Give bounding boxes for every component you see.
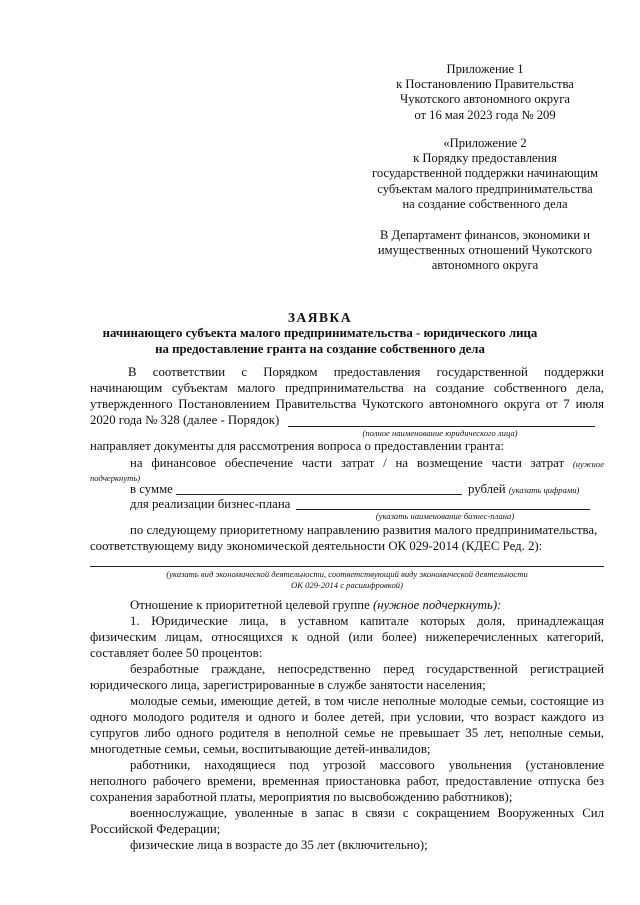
paragraph-line: 2020 года № 328 (далее - Порядок) xyxy=(90,413,280,427)
org-name-field-line xyxy=(288,426,595,427)
paragraph-line: многодетные семьи, семьи, воспитывающие детей-инвалидов; xyxy=(90,742,431,756)
document-subtitle: начинающего субъекта малого предпринимательства - юридического лица xyxy=(102,326,538,340)
paragraph-line: юридического лица, зарегистрированные в службе занятости населения; xyxy=(90,678,486,692)
paragraph-line: одного молодого родителя и одного и более детей, при условии, что возраст каждого из xyxy=(90,710,604,724)
org-name-caption: (полное наименование юридического лица) xyxy=(362,428,518,438)
appendix-2-line: «Приложение 2 xyxy=(443,136,527,150)
appendix-1-line: Чукотского автономного округа xyxy=(400,92,570,107)
paragraph-line: супругов либо одного родителя в неполной семье не превышает 35 лет, неполные семьи, xyxy=(90,726,604,740)
activity-field-line xyxy=(90,566,604,567)
addressee-line: имущественных отношений Чукотского xyxy=(377,243,593,258)
appendix-2-line: субъектам малого предпринимательства xyxy=(377,181,593,196)
paragraph-line: работники, находящиеся под угрозой массового увольнения (установление xyxy=(130,758,604,772)
paragraph-line: Российской Федерации; xyxy=(90,822,221,836)
business-plan-caption: (указать наименование бизнес-плана) xyxy=(375,511,515,521)
document-subtitle: на предоставление гранта на создание собственного дела xyxy=(155,342,485,356)
appendix-1-line: Приложение 1 xyxy=(446,62,524,76)
grant-sum-field-line xyxy=(176,494,462,495)
paragraph-line: физическим лицам, относящихся к одной (или более) нижеперечисленных категорий, xyxy=(90,630,604,644)
paragraph-line: составляет более 50 процентов: xyxy=(90,646,263,660)
target-group-intro: Отношение к приоритетной целевой группе (нужное подчеркнуть): xyxy=(130,598,502,612)
activity-caption: (указать вид экономической деятельности, соответствующий виду экономической деятельности xyxy=(166,569,528,579)
addressee-line: автономного округа xyxy=(431,258,539,273)
paragraph-line: В соответствии с Порядком предоставления государственной поддержки xyxy=(128,365,604,379)
appendix-1-block xyxy=(360,62,610,123)
paragraph-line: физические лица в возрасте до 35 лет (включительно); xyxy=(130,838,428,852)
rubles-label: рублей (указать цифрами) xyxy=(468,482,580,496)
grant-option-line: на финансовое обеспечение части затрат / на возмещение части затрат (нужное xyxy=(130,456,605,470)
paragraph-line: военнослужащие, уволенные в запас в связи с сокращением Вооруженных Сил xyxy=(130,806,604,820)
appendix-1-line: к Постановлению Правительства xyxy=(396,77,574,92)
appendix-2-block xyxy=(355,136,615,212)
appendix-2-line: на создание собственного дела xyxy=(402,196,568,211)
business-plan-field-line xyxy=(296,509,590,510)
paragraph-line: соответствующему виду экономической деятельности ОК 029-2014 (КДЕС Ред. 2): xyxy=(90,539,543,553)
paragraph-line: безработные граждане, непосредственно перед государственной регистрацией xyxy=(130,662,604,676)
document-title: ЗАЯВКА xyxy=(287,310,353,325)
paragraph-line: неполного рабочего времени, временная приостановка работ, предоставление отпуска без xyxy=(90,774,604,788)
grant-sum-label: в сумме xyxy=(130,482,173,496)
grant-option-hint: подчеркнуть) xyxy=(90,473,141,483)
paragraph-line: направляет документы для рассмотрения вопроса о предоставлении гранта: xyxy=(90,439,505,453)
business-plan-label: для реализации бизнес-плана xyxy=(130,497,291,511)
addressee-block xyxy=(360,228,610,274)
appendix-2-line: к Порядку предоставления xyxy=(413,151,557,166)
paragraph-line: сохранения заработной платы, мероприятия по высвобождению работников); xyxy=(90,790,513,804)
appendix-2-line: государственной поддержки начинающим xyxy=(371,166,599,181)
paragraph-line: 1. Юридические лица, в уставном капитале которых доля, принадлежащая xyxy=(130,614,604,628)
activity-caption: ОК 029-2014 с расшифровкой) xyxy=(291,580,403,590)
appendix-1-line: от 16 мая 2023 года № 209 xyxy=(414,107,556,122)
paragraph-line: по следующему приоритетному направлению развития малого предпринимательства, xyxy=(130,523,598,537)
paragraph-line: начинающим субъектам малого предпринимательства на создание собственного дела, xyxy=(90,381,604,395)
paragraph-line: молодые семьи, имеющие детей, в том числе неполные молодые семьи, состоящие из xyxy=(130,694,604,708)
paragraph-line: утвержденного Постановлением Правительства Чукотского автономного округа от 7 июля xyxy=(90,397,604,411)
addressee-line: В Департамент финансов, экономики и xyxy=(379,228,591,242)
